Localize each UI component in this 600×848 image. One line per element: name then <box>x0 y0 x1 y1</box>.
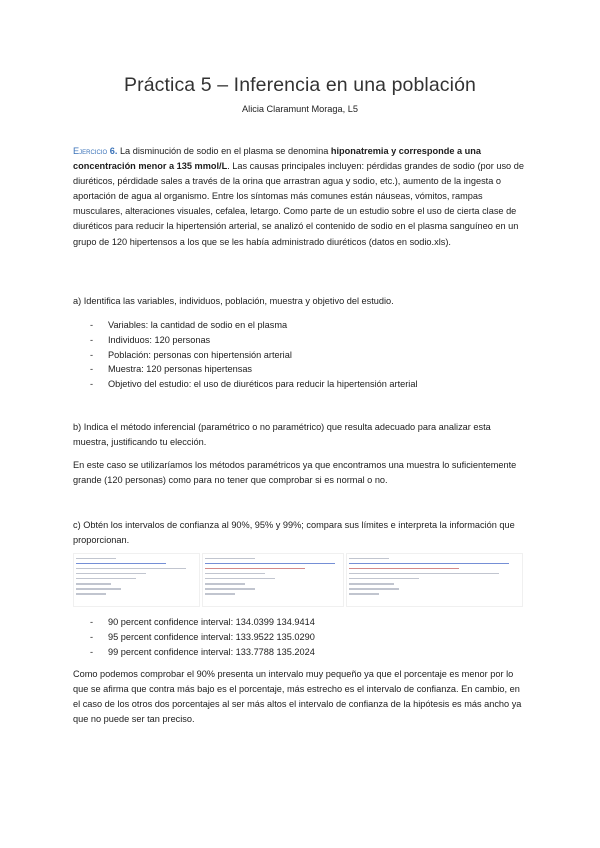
list-item: - Objetivo del estudio: el uso de diuréticos para reducir la hipertensión arterial <box>90 377 510 392</box>
list-item: - Muestra: 120 personas hipertensas <box>90 362 510 377</box>
exercise-intro-a: La disminución de sodio en el plasma se denomina <box>119 146 331 156</box>
section-a-question: a) Identifica las variables, individuos, población, muestra y objetivo del estudio. <box>73 296 394 306</box>
list-item: - Población: personas con hipertensión arterial <box>90 348 510 363</box>
list-item: - 90 percent confidence interval: 134.0399 134.9414 <box>90 615 510 630</box>
list-item: - 95 percent confidence interval: 133.9522 135.0290 <box>90 630 510 645</box>
exercise-label: Ejercicio <box>73 146 108 156</box>
r-output-screenshot-99 <box>346 553 523 607</box>
section-b-answer: En este caso se utilizaríamos los métodos paramétricos ya que encontramos una muestra lo suficientemente grande (120 personas) como para no tener que comprobar si es normal o no. <box>73 460 517 486</box>
list-item: - Variables: la cantidad de sodio en el plasma <box>90 318 510 333</box>
exercise-intro-b: . Las causas principales incluyen: pérdidas grandes de sodio (por uso de diuréticos, pérdidade sales a través de la orina que arrastran agua y sodio, etc.), aumento de la ingesta o aportación de agua al organismo. Entre los síntomas más comunes están náuseas, vómitos, rampas musculares, alteraciones visuales, cefalea, letargo. Como parte de un estudio sobre el uso de cierta clase de diuréticos para reducir la hipertensión arterial, se analizó el contenido de sodio en el plasma sanguíneo en un grupo de 120 hipertensos a los que se les había administrado diuréticos (datos en sodio.xls). <box>73 161 524 247</box>
section-c-list <box>90 615 510 659</box>
document-author: Alicia Claramunt Moraga, L5 <box>242 104 358 114</box>
r-output-screenshot-95 <box>202 553 344 607</box>
list-item: - Individuos: 120 personas <box>90 333 510 348</box>
section-b-question: b) Indica el método inferencial (paramétrico o no paramétrico) que resulta adecuado para analizar esta muestra, justificando tu elección. <box>73 422 491 448</box>
section-c-question: c) Obtén los intervalos de confianza al 90%, 95% y 99%; compara sus límites e interpreta la información que proporcionan. <box>73 520 515 546</box>
exercise-statement <box>73 144 525 250</box>
exercise-number: 6. <box>109 146 118 156</box>
list-item: - 99 percent confidence interval: 133.7788 135.2024 <box>90 645 510 660</box>
document-title: Práctica 5 – Inferencia en una población <box>124 74 476 96</box>
exercise-intro-bold: hiponatremia y corresponde a una concentración menor a 135 mmol/L <box>73 146 481 172</box>
section-a-list <box>90 318 510 392</box>
r-output-screenshot-90 <box>73 553 200 607</box>
section-c-answer: Como podemos comprobar el 90% presenta un intervalo muy pequeño ya que el porcentaje es menor por lo que se afirma que contra más bajo es el porcentaje, más estrecho es el intervalo de confianza. En cambio, en el caso de los otros dos porcentajes al ser más altos el intervalo de confianza de la hipótesis es más ancho ya que no puede ser tan preciso. <box>73 669 522 725</box>
